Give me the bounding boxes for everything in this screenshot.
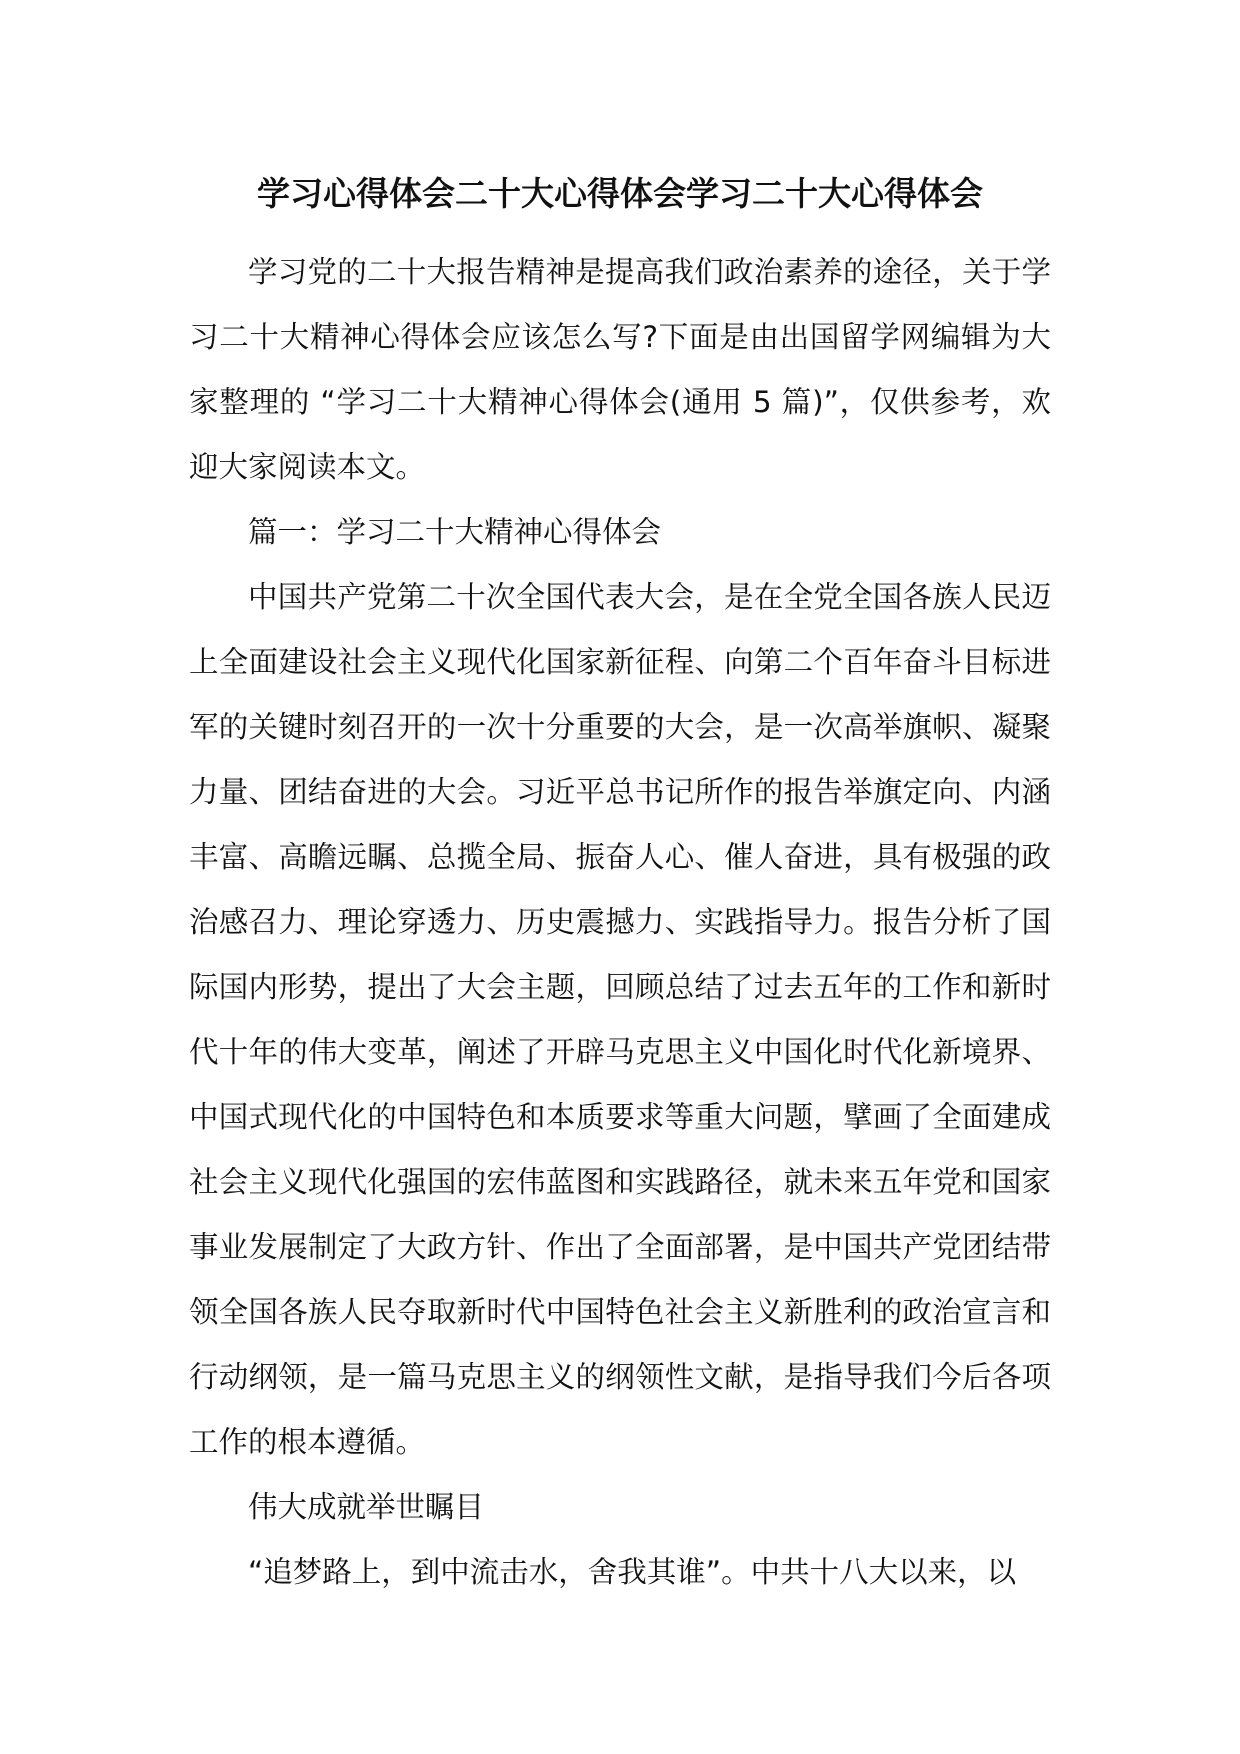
intro-paragraph: 学习党的二十大报告精神是提高我们政治素养的途径，关于学习二十大精神心得体会应该怎么写?下面是由出国留学网编辑为大家整理的 “学习二十大精神心得体会(通用 5 篇)”，仅供参考，欢迎大家阅读本文。: [189, 255, 1051, 484]
subsection-heading: 伟大成就举世瞩目: [248, 1490, 485, 1524]
body-paragraph-continued: “追梦路上，到中流击水，舍我其谁”。中共十八大以来，以: [248, 1555, 1017, 1589]
document-body: [189, 240, 1051, 1605]
document-title: 学习心得体会二十大心得体会学习二十大心得体会: [257, 174, 983, 213]
section-heading: 篇一：学习二十大精神心得体会: [248, 515, 662, 549]
body-paragraph: 中国共产党第二十次全国代表大会，是在全党全国各族人民迈上全面建设社会主义现代化国家新征程、向第二个百年奋斗目标进军的关键时刻召开的一次十分重要的大会，是一次高举旗帜、凝聚力量、团结奋进的大会。习近平总书记所作的报告举旗定向、内涵丰富、高瞻远瞩、总揽全局、振奋人心、催人奋进，具有极强的政治感召力、理论穿透力、历史震撼力、实践指导力。报告分析了国际国内形势，提出了大会主题，回顾总结了过去五年的工作和新时代十年的伟大变革，阐述了开辟马克思主义中国化时代化新境界、中国式现代化的中国特色和本质要求等重大问题，擘画了全面建成社会主义现代化强国的宏伟蓝图和实践路径，就未来五年党和国家事业发展制定了大政方针、作出了全面部署，是中国共产党团结带领全国各族人民夺取新时代中国特色社会主义新胜利的政治宣言和行动纲领，是一篇马克思主义的纲领性文献，是指导我们今后各项工作的根本遵循。: [189, 580, 1051, 1459]
